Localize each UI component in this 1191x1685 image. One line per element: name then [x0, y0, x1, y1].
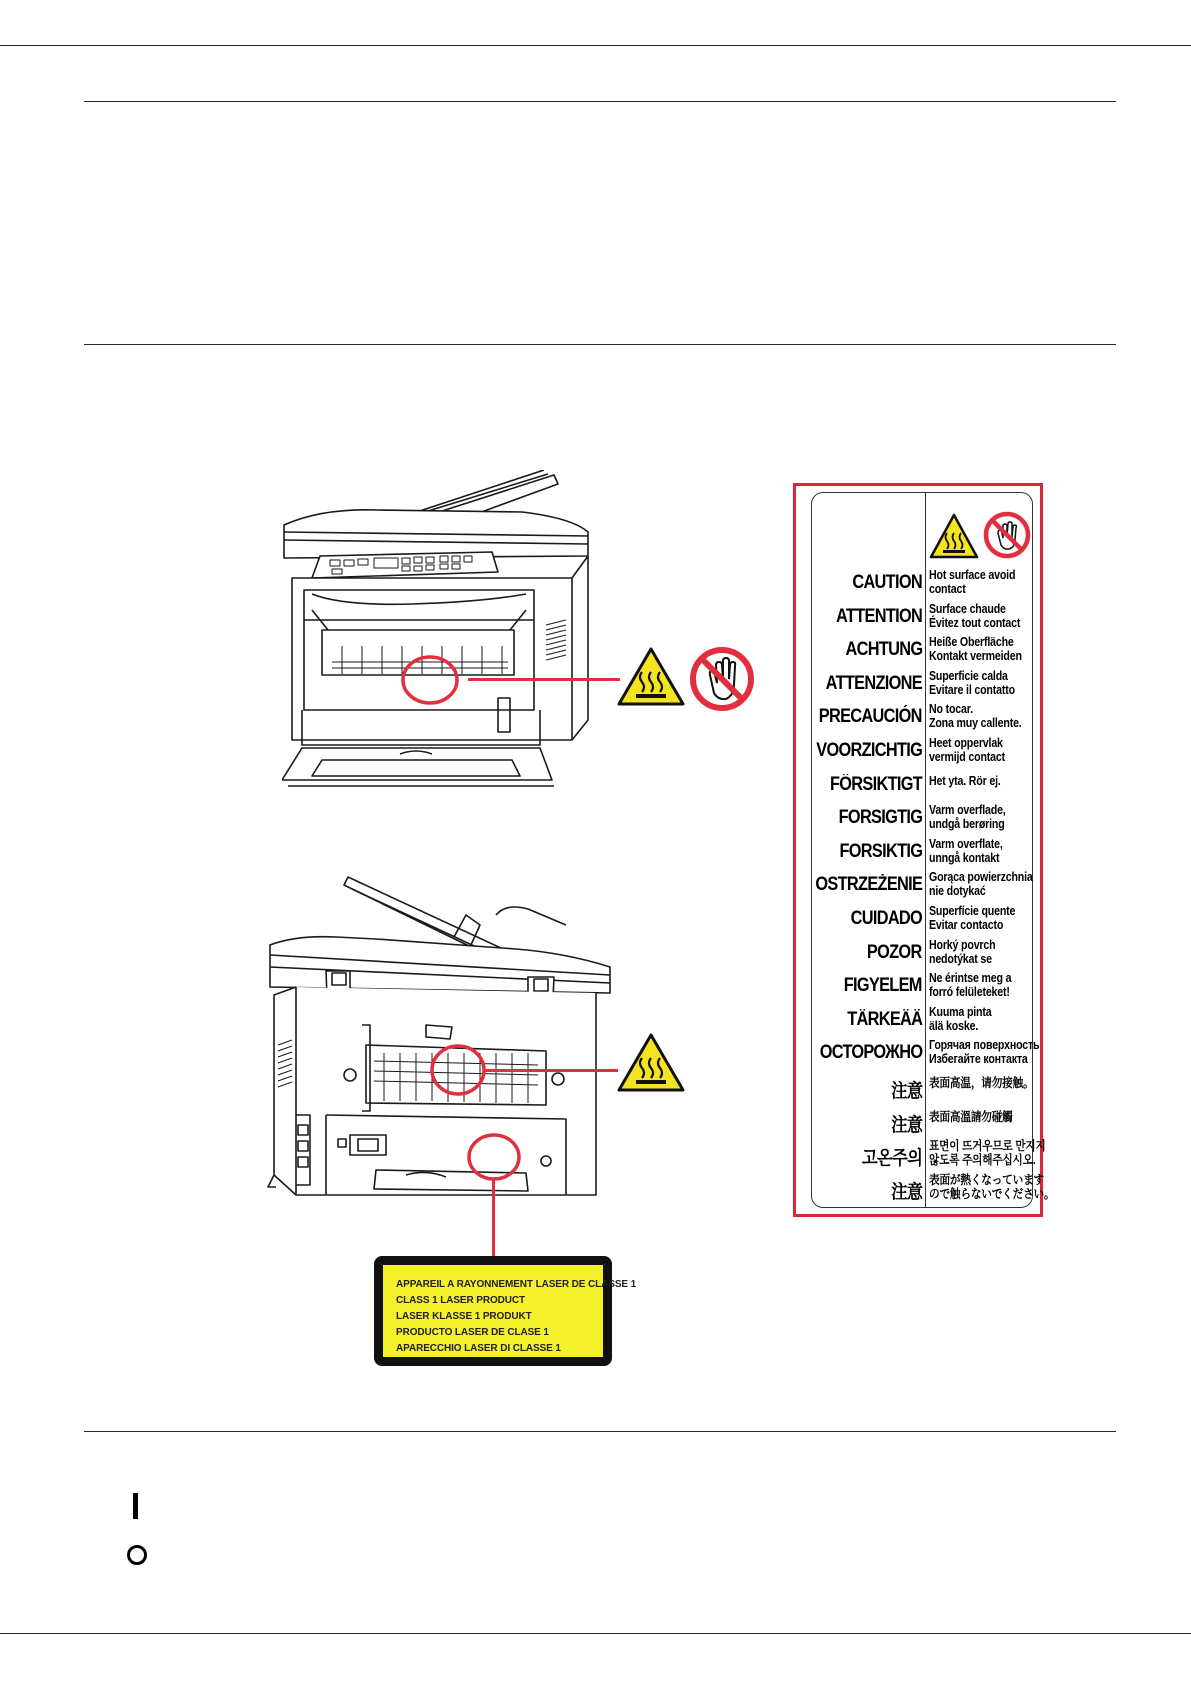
front-hot-area-circle: [400, 654, 460, 706]
warning-text-line: nedotýkat se: [929, 951, 992, 966]
warning-word: FIGYELEM: [843, 975, 922, 997]
warning-text-line: Superfície quente: [929, 904, 1016, 918]
warning-text: [929, 1038, 1040, 1067]
warning-text: [929, 736, 1019, 764]
warning-text-line: Zona muy callente.: [929, 716, 1022, 731]
warning-text-line: forró felületeket!: [929, 985, 1010, 1000]
warning-text: [929, 1139, 1046, 1168]
section-rule-3: [84, 1431, 1116, 1432]
warning-text-line: 않도록 주의해주십시오.: [929, 1153, 1036, 1168]
warning-word: ATTENTION: [835, 605, 922, 627]
warning-row: [811, 702, 1031, 736]
laser-label-line: PRODUCTO LASER DE CLASE 1: [396, 1327, 549, 1338]
warning-row: [811, 1106, 1031, 1140]
power-on-symbol: [133, 1493, 138, 1519]
warning-text-line: Kontakt vermeiden: [929, 649, 1022, 664]
warning-text-line: vermijd contact: [929, 750, 1005, 764]
warning-row: [811, 602, 1031, 636]
warning-text-line: Évitez tout contact: [929, 615, 1021, 630]
warning-word: 고온주의: [861, 1148, 922, 1170]
warning-text-line: unngå kontakt: [929, 850, 1000, 865]
warning-text-line: Het yta. Rör ej.: [929, 773, 1001, 788]
footer-rule: [0, 1633, 1191, 1634]
warning-text: [929, 669, 1019, 697]
warning-text: [929, 938, 1019, 966]
warning-text-line: 表面高温，请勿接触。: [929, 1076, 1034, 1090]
warning-text: [929, 971, 1019, 999]
warning-text-line: 표면이 뜨거우므로 만지지: [929, 1139, 1046, 1154]
warning-word: FORSIKTIG: [839, 840, 922, 862]
warning-row: [811, 1139, 1046, 1173]
warning-row: [811, 770, 1031, 804]
warning-text: [929, 1005, 1019, 1033]
warning-word: ACHTUNG: [845, 639, 922, 661]
warning-text-line: Горячая поверхность: [929, 1038, 1040, 1053]
laser-leader-line: [492, 1178, 495, 1256]
warning-row: [811, 971, 1031, 1005]
front-leader-line: [468, 678, 620, 681]
hot-surface-icon: [616, 646, 686, 708]
warning-text: [929, 1076, 1034, 1090]
warning-row: [811, 635, 1031, 669]
warning-text-line: 表面が熱くなっています: [929, 1172, 1045, 1187]
warning-row: [811, 1172, 1055, 1207]
warning-row: [811, 736, 1031, 770]
section-rule-2: [84, 344, 1116, 345]
warning-text-line: Surface chaude: [929, 601, 1006, 616]
warning-text-line: Hot surface avoid: [929, 568, 1016, 582]
warning-row: [811, 870, 1031, 904]
warning-text-line: Ne érintse meg a: [929, 971, 1012, 986]
warning-text-line: ので触らないでください。: [929, 1186, 1055, 1201]
printer-front-illustration: [282, 470, 642, 800]
warning-text-line: Varm overflate,: [929, 836, 1003, 851]
warning-word: POZOR: [867, 941, 922, 963]
warning-word: OSTRZEŻENIE: [815, 874, 922, 896]
warning-text-line: Heet oppervlak: [929, 736, 1003, 750]
warning-text-line: Gorąca powierzchnia: [929, 870, 1033, 885]
warning-word: 注意: [890, 1114, 922, 1136]
warning-text: [929, 602, 1019, 630]
warning-text: [929, 870, 1033, 899]
warning-text-line: contact: [929, 582, 966, 596]
warning-word: CAUTION: [852, 572, 922, 593]
warning-row: [811, 938, 1031, 972]
warning-text: [929, 702, 1022, 731]
laser-label-line: LASER KLASSE 1 PRODUKT: [396, 1311, 532, 1322]
warning-text-line: Horký povrch: [929, 937, 996, 952]
back-leader-line: [484, 1069, 618, 1072]
laser-area-circle: [466, 1132, 522, 1182]
laser-label-line: APARECCHIO LASER DI CLASSE 1: [396, 1343, 561, 1354]
warning-word: 注意: [890, 1081, 922, 1102]
warning-text-line: undgå berøring: [929, 817, 1005, 832]
warning-text-line: Evitar contacto: [929, 918, 1004, 932]
warning-text-line: älä koske.: [929, 1018, 979, 1033]
warning-text-line: 表面高溫請勿碰觸: [929, 1109, 1013, 1124]
power-off-symbol: [127, 1545, 147, 1565]
multilingual-warning-label: [793, 483, 1055, 1217]
no-touch-icon: [986, 514, 1028, 556]
hot-surface-icon: [931, 515, 977, 557]
warning-text: [929, 1172, 1055, 1201]
warning-text-line: Kuuma pinta: [929, 1004, 992, 1019]
section-rule-1: [84, 101, 1116, 102]
warning-text: [929, 837, 1019, 865]
warning-word: ОСТОРОЖНО: [819, 1042, 922, 1064]
warning-row: [811, 669, 1031, 703]
warning-text: [929, 774, 1019, 788]
warning-row: [811, 904, 1031, 938]
back-hot-area-circle: [428, 1043, 488, 1097]
warning-row: [811, 1038, 1040, 1072]
warning-row: [811, 568, 1031, 602]
warning-row: [811, 837, 1031, 871]
warning-word: 注意: [890, 1181, 922, 1203]
warning-label-icons: [929, 511, 1033, 563]
warning-text: [929, 1110, 1019, 1124]
warning-text: [929, 803, 1019, 831]
warning-word: TÄRKEÄÄ: [846, 1008, 922, 1030]
warning-row: [811, 803, 1031, 837]
warning-text: [929, 904, 1019, 932]
hot-surface-icon: [616, 1032, 686, 1094]
warning-text-line: No tocar.: [929, 702, 973, 717]
warning-text: [929, 568, 1019, 596]
warning-word: FÖRSIKTIGT: [829, 773, 922, 795]
warning-text-line: Varm overflade,: [929, 803, 1006, 818]
warning-text-line: nie dotykać: [929, 884, 986, 899]
warning-word: FORSIGTIG: [838, 807, 922, 829]
laser-label-line: APPAREIL A RAYONNEMENT LASER DE CLASSE 1: [396, 1279, 637, 1290]
warning-text-line: Избегайте контакта: [929, 1052, 1028, 1067]
warning-text-line: Evitare il contatto: [929, 682, 1015, 697]
warning-text-line: Superficie calda: [929, 668, 1008, 683]
warning-row: [811, 1005, 1031, 1039]
no-touch-icon: [688, 645, 756, 713]
warning-word: ATTENZIONE: [825, 672, 922, 694]
warning-text-line: Heiße Oberfläche: [929, 635, 1014, 650]
warning-row: [811, 1072, 1034, 1106]
warning-text: [929, 635, 1022, 664]
header-rule: [0, 45, 1191, 46]
laser-label-line: CLASS 1 LASER PRODUCT: [396, 1295, 526, 1306]
warning-word: VOORZICHTIG: [816, 740, 922, 761]
warning-word: PRECAUCIÓN: [819, 706, 922, 728]
laser-class-label: [374, 1256, 637, 1366]
warning-word: CUIDADO: [850, 908, 922, 929]
